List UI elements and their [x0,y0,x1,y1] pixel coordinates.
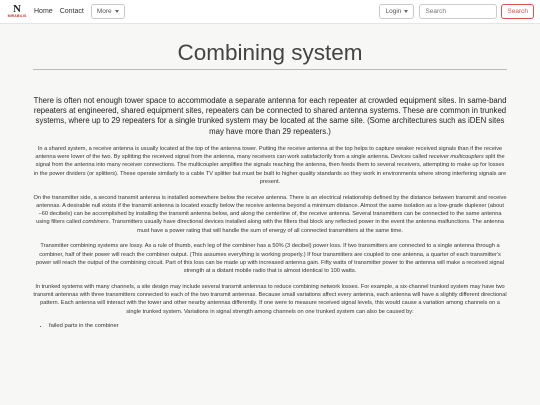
term-receiver-multicouplers: receiver multicouplers [428,154,484,161]
paragraph-trunked: In trunked systems with many channels, a site design may include several transmit antennas to reduce combining network losses. For example, a six-channel trunked system may have two transmit antennas with three transmitters connected to each of the two transmit antennas. Because small variations affect every antenna, each antenna will have a slightly different directional pattern. Each antenna will interact with the tower and other nearby antennas differently. If one were to measure received signal levels, this would cause a variation among channels on a single trunked system. Variations in signal strength among channels on one trunked system can also be caused by: [33,283,507,315]
logo-mark: N [13,3,21,15]
chevron-down-icon [115,10,119,13]
login-dropdown-button[interactable] [379,4,414,19]
paragraph-text: split the signal from the antenna into many receiver connections. The multicoupler amplifies the signals reaching the antenna, then feeds them to several receivers, attempting to make up for losses in the power dividers (or splitters). These operate similarly to a cable TV splitter but must be built to higher quality standards so they work in environments where strong interfering signals are present. [33,154,507,185]
paragraph-text: On the transmitter side, a second transmit antenna is installed somewhere below the receive antenna. There is an electrical relationship defined by the distance between transmit and receive antennas. A desirable null exists if the transmit antenna is located exactly below the receive antenna beyond a minimum distance. Almost the same isolation as a low-grade duplexer (about −60 decibels) can be accomplished by installing the transmit antenna below, and along the centerline of, the receive antenna. Several transmitters can be connected to the same antenna using filters called [33,194,507,226]
site-logo[interactable] [6,2,28,22]
logo-subtitle: MIRABILIS [7,14,27,18]
more-dropdown-button[interactable] [91,4,125,19]
paragraph-losses: Transmitter combining systems are lossy. As a rule of thumb, each leg of the combiner has a 50% (3 decibel) power loss. If two transmitters are connected to a single antenna through a combiner, half of their power will reach the combiner output. (This assumes everything is working properly.) If four transmitters are coupled to one antenna, a quarter of each transmitter's power will reach the output of the combining circuit. Part of this loss can be made up with increased antenna gain. Fifty watts of transmitter power to the antenna will make a received signal strength at a distant mobile radio that is almost identical to 100 watts. [35,243,505,275]
nav-contact-link[interactable]: Contact [59,8,84,15]
more-label: More [96,8,112,15]
causes-list [49,323,507,329]
paragraph-text: . Transmitters usually have directional devices installed along with the filters that block any reflected power in the event the antenna malfunctions. The antenna must have a power rating that will handle the sum of energy of all connected transmitters at the same time. [108,219,504,234]
login-label: Login [385,8,402,15]
paragraph-receive [33,145,507,186]
article [0,40,540,329]
page-title: Combining system [33,40,507,70]
search-button[interactable]: Search [501,4,534,19]
navbar [0,0,540,24]
search-input[interactable] [419,4,497,19]
lead-paragraph: There is often not enough tower space to accommodate a separate antenna for each repeater at crowded equipment sites. In same-band repeaters at engineered, shared equipment sites, repeaters can be connected to shared antenna systems. These are common in trunked systems, where up to 29 repeaters for a single trunked system may be located at the same site. (Some architectures such as iDEN sites may have more than 29 repeaters.) [33,96,507,136]
nav-home-link[interactable]: Home [34,8,53,15]
paragraph-text: In a shared system, a receive antenna is usually located at the top of the antenna tower. Putting the receive antenna at the top helps to capture weaker received signals than if the receive antenna were lower of the two. By splitting the received signal from the antenna, many receivers can work satisfactorily from a single antenna. Devices called [35,145,503,161]
list-item: • failed parts in the combiner [49,323,507,329]
chevron-down-icon [404,10,408,13]
paragraph-transmit [33,194,507,235]
term-combiners: combiners [82,219,109,226]
